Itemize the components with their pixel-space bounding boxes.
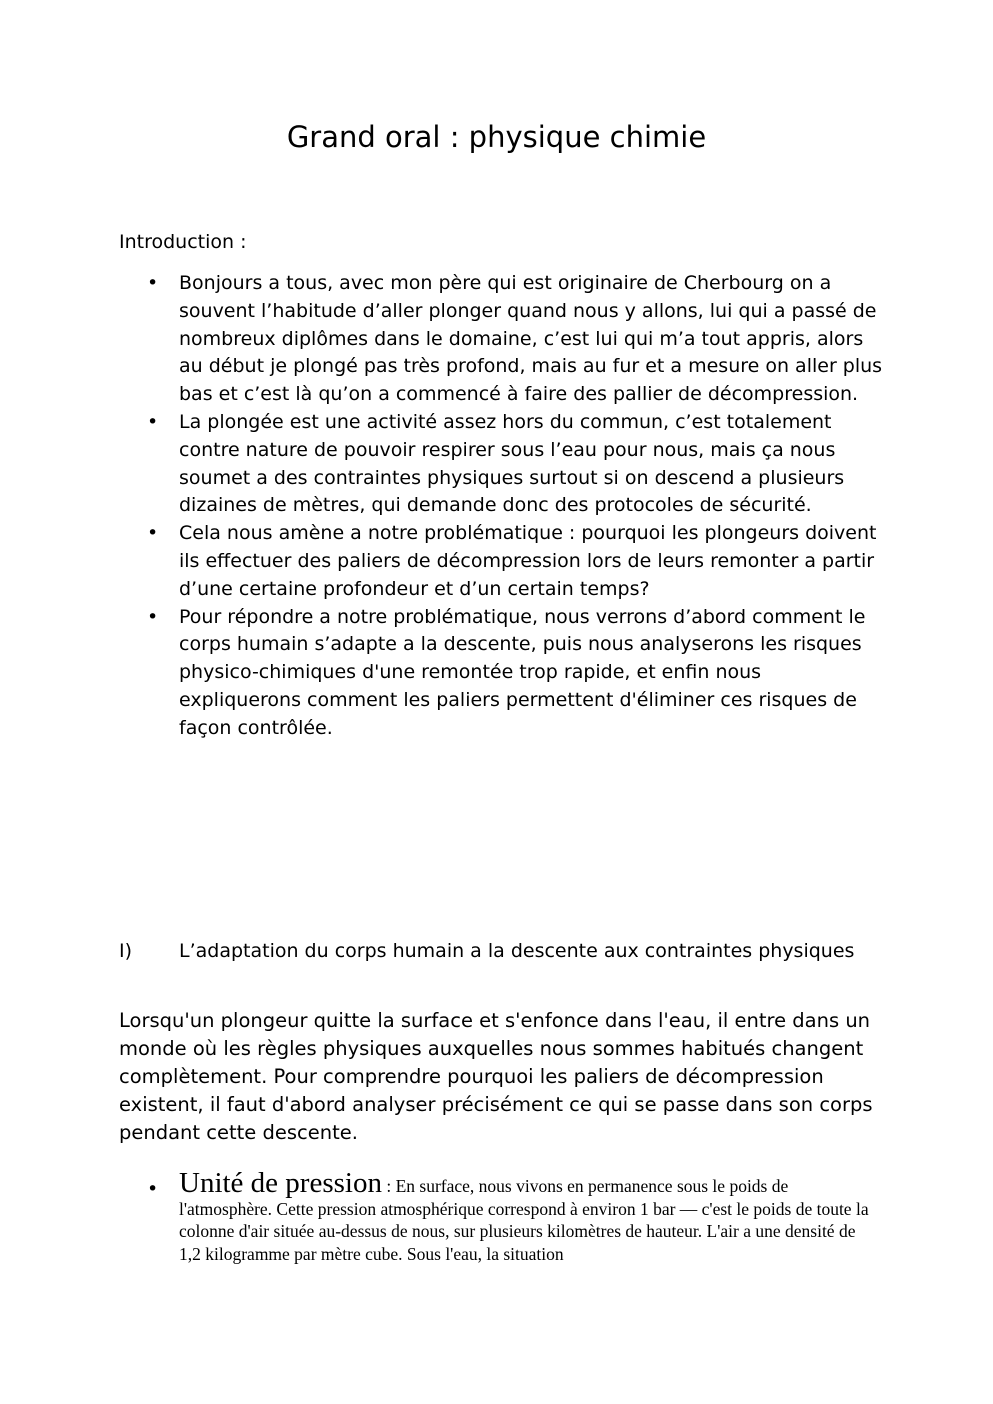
document-title: Grand oral : physique chimie <box>286 120 707 154</box>
bullet-icon: • <box>147 1178 159 1200</box>
section-heading <box>119 937 889 965</box>
bullet-icon: • <box>147 605 159 628</box>
bullet-icon: • <box>147 522 159 545</box>
list-item-text: Bonjours a tous, avec mon père qui est originaire de Cherbourg on a souvent l’habitude d’aller plonger quand nous y allons, lui qui a passé de nombreux diplômes dans le domaine, c’est lui qui m’a tout appris, alors au début je plongé pas très profond, mais au fur et a mesure on aller plus bas et c’est là qu’on a commencé à faire des pallier de décompression. <box>179 272 883 406</box>
list-item-text: Pour répondre a notre problématique, nous verrons d’abord comment le corps humain s’adapte a la descente, puis nous analyserons les risques physico-chimiques d'une remontée trop rapide, et enfin nous expliquerons comment les paliers permettent d'éliminer ces risques de façon contrôlée. <box>179 605 866 739</box>
list-item <box>119 270 889 409</box>
pressure-bullet <box>119 1167 879 1265</box>
bullet-icon: • <box>147 410 159 433</box>
list-item <box>119 409 889 520</box>
section-number: I) <box>119 940 133 962</box>
section-paragraph: Lorsqu'un plongeur quitte la surface et s'enfonce dans l'eau, il entre dans un monde où les règles physiques auxquelles nous sommes habitués changent complètement. Pour comprendre pourquoi les paliers de décompression existent, il faut d'abord analyser précisément ce qui se passe dans son corps pendant cette descente. <box>119 1009 873 1144</box>
list-item <box>119 520 889 603</box>
pressure-text: : En surface, nous vivons en permanence sous le poids de l'atmosphère. Cette pression atmosphérique correspond à environ 1 bar — c'est le poids de toute la colonne d'air située au-dessus de nous, sur plusieurs kilomètres de hauteur. L'air a une densité de 1,2 kilogramme par mètre cube. Sous l'eau, la situation <box>179 1176 869 1264</box>
pressure-bullet-body <box>119 1167 879 1265</box>
pressure-term: Unité de pression <box>179 1167 382 1199</box>
introduction-label: Introduction : <box>119 231 247 253</box>
introduction-list <box>119 270 889 743</box>
section-title: L’adaptation du corps humain a la descente aux contraintes physiques <box>179 940 855 962</box>
bullet-icon: • <box>147 272 159 294</box>
list-item <box>119 604 889 743</box>
list-item-text: La plongée est une activité assez hors du commun, c’est totalement contre nature de pouvoir respirer sous l’eau pour nous, mais ça nous soumet a des contraintes physiques surtout si on descend a plusieurs dizaines de mètres, qui demande donc des protocoles de sécurité. <box>179 410 845 517</box>
list-item-text: Cela nous amène a notre problématique : pourquoi les plongeurs doivent ils effectuer des paliers de décompression lors de leurs remonter a partir d’une certaine profondeur et d’un certain temps? <box>179 522 877 600</box>
